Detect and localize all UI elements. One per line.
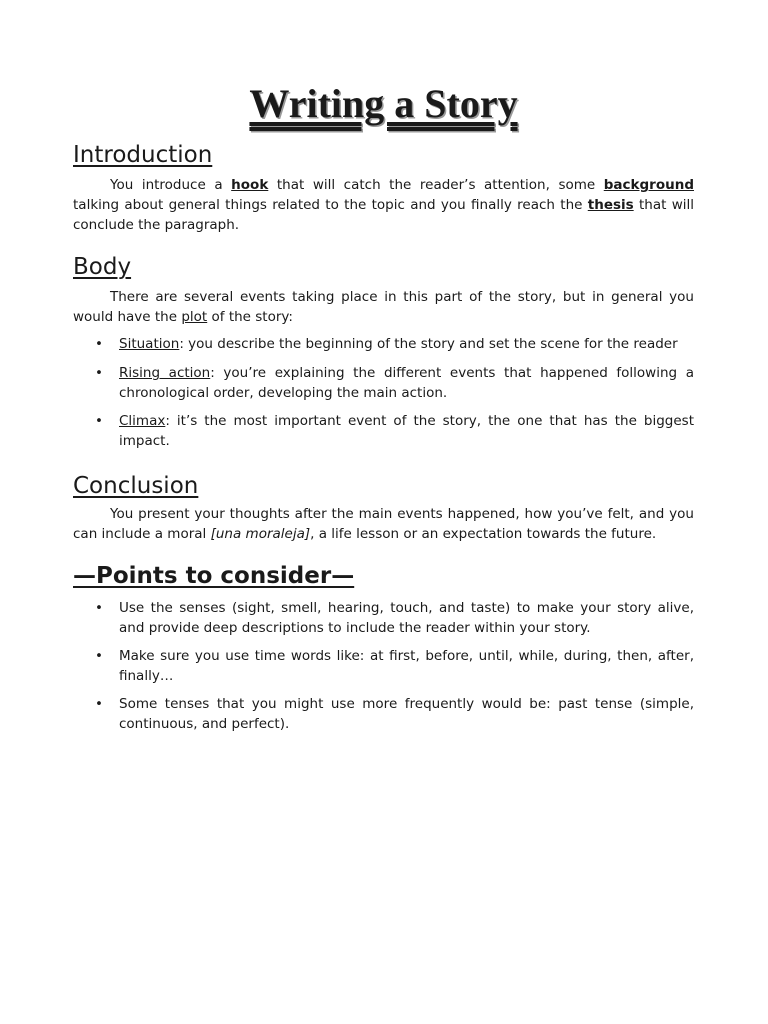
keyword-hook: hook	[231, 177, 269, 193]
list-item: • Climax: it’s the most important event of the story, the one that has the biggest impact.	[73, 411, 694, 451]
term-situation: Situation	[119, 336, 180, 352]
document-page	[73, 78, 694, 734]
document-title: Writing a Story	[249, 81, 518, 126]
list-item: • Rising action: you’re explaining the different events that happened following a chronological order, developing the main action.	[73, 363, 694, 403]
plot-list	[73, 334, 694, 451]
introduction-paragraph: You introduce a hook that will catch the reader’s attention, some background talking about general things related to the topic and you finally reach the thesis that will conclude the paragraph.	[73, 177, 694, 233]
term-rising-action: Rising action	[119, 365, 211, 381]
body-paragraph: There are several events taking place in this part of the story, but in general you would have the plot of the story:	[73, 289, 694, 325]
keyword-thesis: thesis	[587, 197, 634, 213]
moral-translation: [una moraleja]	[210, 526, 311, 542]
list-item: • Use the senses (sight, smell, hearing, touch, and taste) to make your story alive, and provide deep descriptions to include the reader within your story.	[73, 598, 694, 638]
conclusion-paragraph: You present your thoughts after the main events happened, how you’ve felt, and you can include a moral [una moraleja], a life lesson or an expectation towards the future.	[73, 506, 694, 542]
conclusion-heading: Conclusion	[73, 473, 199, 499]
list-item: • Some tenses that you might use more frequently would be: past tense (simple, continuous, and perfect).	[73, 694, 694, 734]
list-item: • Make sure you use time words like: at first, before, until, while, during, then, after, finally…	[73, 646, 694, 686]
introduction-heading: Introduction	[73, 142, 213, 168]
points-heading: —Points to consider—	[73, 563, 355, 589]
points-list	[73, 598, 694, 734]
keyword-background: background	[603, 177, 694, 193]
keyword-plot: plot	[181, 309, 208, 325]
term-climax: Climax	[119, 413, 166, 429]
list-item: • Situation: you describe the beginning of the story and set the scene for the reader	[73, 334, 694, 354]
body-heading: Body	[73, 254, 132, 280]
